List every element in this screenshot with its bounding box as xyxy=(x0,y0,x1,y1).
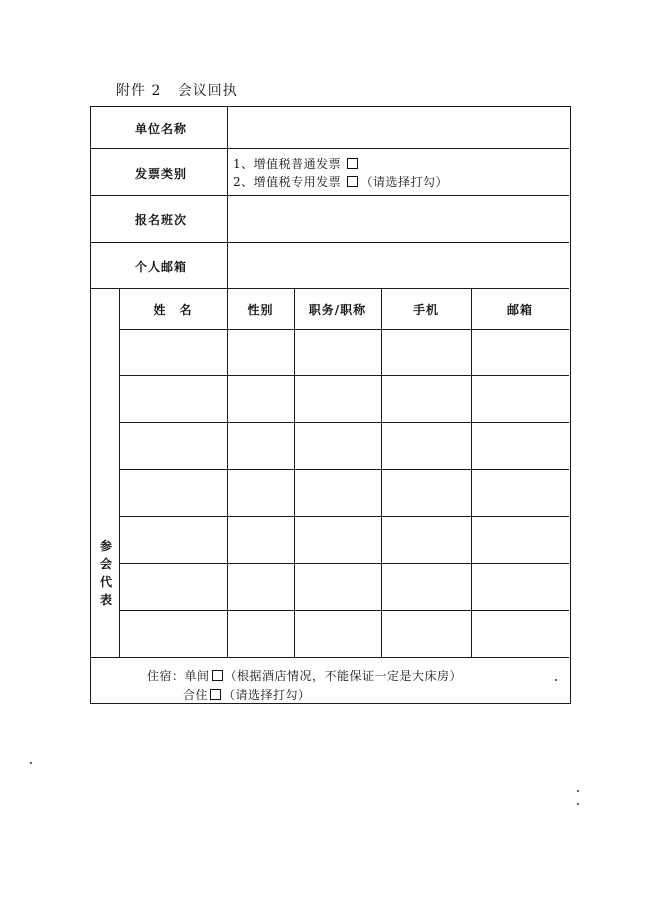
invoice-option-1 xyxy=(233,155,360,172)
lodging-prefix: 住宿： xyxy=(147,669,185,683)
row-divider xyxy=(119,563,569,564)
email-field[interactable] xyxy=(229,244,567,287)
row-divider xyxy=(91,657,569,658)
invoice-option-1-checkbox[interactable] xyxy=(347,158,358,169)
row-divider xyxy=(119,469,569,470)
col-divider xyxy=(227,288,228,657)
header-gender: 性别 xyxy=(247,303,274,317)
lodging-shared-text: 合住 xyxy=(183,688,209,702)
header-position: 职务/职称 xyxy=(308,303,367,317)
row-divider xyxy=(119,422,569,423)
invoice-hint: （请选择打勾） xyxy=(360,175,448,189)
participants-side-label xyxy=(96,537,116,609)
col-divider xyxy=(294,288,295,657)
invoice-option-2-text: 2、增值税专用发票 xyxy=(233,175,342,189)
invoice-type-label: 发票类别 xyxy=(135,167,188,181)
meeting-reply-form xyxy=(90,106,571,704)
side-char: 会 xyxy=(99,557,112,571)
row-divider xyxy=(119,516,569,517)
col-divider xyxy=(227,107,228,288)
lodging-single-note: （根据酒店情况，不能保证一定是大床房） xyxy=(224,669,463,683)
invoice-option-2 xyxy=(233,173,448,190)
row-divider xyxy=(91,195,569,196)
row-divider xyxy=(91,148,569,149)
lodging-shared-note: （请选择打勾） xyxy=(223,688,311,702)
lodging-single xyxy=(147,667,462,684)
side-char: 参 xyxy=(99,539,112,553)
row-divider xyxy=(119,610,569,611)
header-phone: 手机 xyxy=(412,303,439,317)
page-title: 附件 2 会议回执 xyxy=(116,83,238,99)
invoice-option-1-text: 1、增值税普通发票 xyxy=(233,157,342,171)
scan-speck xyxy=(577,790,579,792)
class-label: 报名班次 xyxy=(135,213,188,227)
lodging-single-text: 单间 xyxy=(184,669,210,683)
unit-name-field[interactable] xyxy=(229,108,567,147)
lodging-single-checkbox[interactable] xyxy=(212,670,223,681)
invoice-option-2-checkbox[interactable] xyxy=(347,176,358,187)
unit-name-label: 单位名称 xyxy=(135,122,188,136)
scan-speck xyxy=(555,679,557,681)
scan-speck xyxy=(577,803,579,805)
row-divider xyxy=(119,375,569,376)
col-divider xyxy=(381,288,382,657)
email-label: 个人邮箱 xyxy=(135,260,188,274)
row-divider xyxy=(91,242,569,243)
lodging-shared xyxy=(183,686,311,703)
col-divider xyxy=(471,288,472,657)
side-char: 表 xyxy=(99,593,112,607)
header-name: 姓 名 xyxy=(153,303,193,317)
lodging-shared-checkbox[interactable] xyxy=(210,689,221,700)
row-divider xyxy=(119,329,569,330)
row-divider xyxy=(91,288,569,289)
scan-speck xyxy=(30,762,32,764)
header-email: 邮箱 xyxy=(506,303,533,317)
side-char: 代 xyxy=(99,575,112,589)
col-divider xyxy=(119,288,120,657)
class-field[interactable] xyxy=(229,197,567,241)
